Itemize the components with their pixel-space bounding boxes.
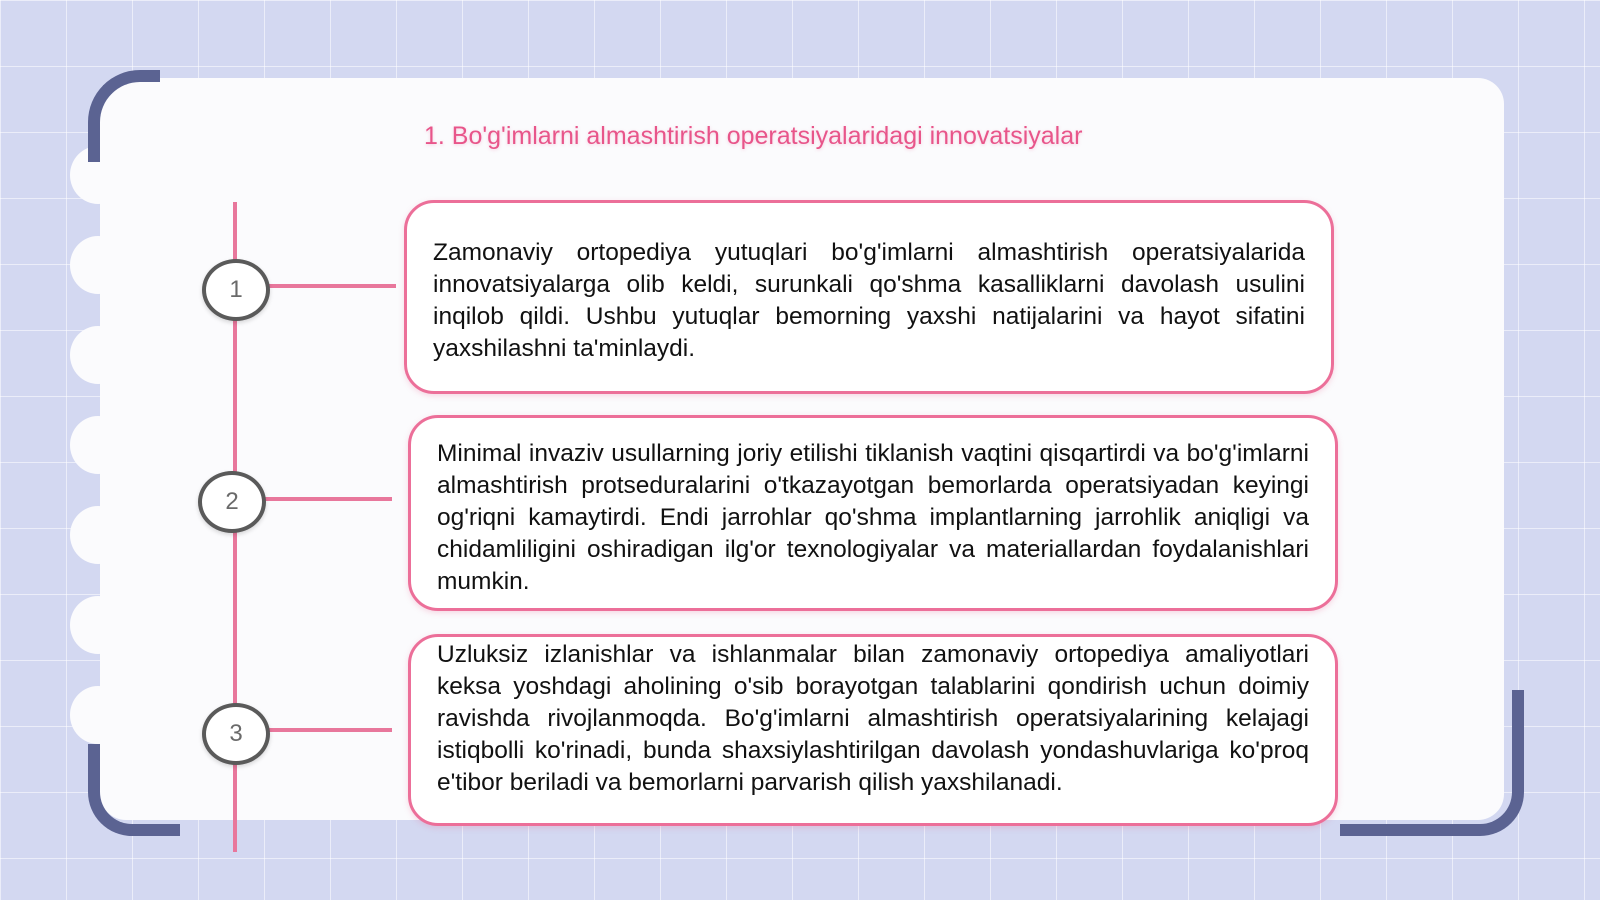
step-text: Minimal invaziv usullarning joriy etilishi tiklanish vaqtini qisqartirdi va bo'g'imlarni almashtirish protseduralarini o'tkazayotgan bemorlarda operatsiyadan keyingi og'riqni kamaytirdi. Endi jarrohlar qo'shma implantlarning jarrohlik aniqligi va chidamliligini oshiradigan ilg'or texnologiyalar va materiallardan foydalanishlari mumkin. xyxy=(437,440,1309,595)
step-text-box xyxy=(408,415,1338,611)
timeline-connector xyxy=(262,497,392,501)
step-number-badge: 2 xyxy=(198,471,266,533)
step-number-badge: 1 xyxy=(202,259,270,321)
step-number-badge: 3 xyxy=(202,703,270,765)
card-scallop xyxy=(70,506,126,564)
step-text-box xyxy=(404,200,1334,394)
card-scallop xyxy=(70,596,126,654)
slide-title: 1. Bo'g'imlarni almashtirish operatsiyalaridagi innovatsiyalar xyxy=(424,122,1083,150)
card-scallop xyxy=(70,416,126,474)
card-scallop xyxy=(70,686,126,744)
timeline-connector xyxy=(266,728,392,732)
card-scallop xyxy=(70,326,126,384)
timeline-connector xyxy=(266,284,396,288)
step-text-box xyxy=(408,634,1338,826)
step-text: Uzluksiz izlanishlar va ishlanmalar bilan zamonaviy ortopediya amaliyotlari keksa yoshdagi aholining o'sib borayotgan talablarini qondirish uchun doimiy ravishda rivojlanmoqda. Bo'g'imlarni almashtirish operatsiyalarining kelajagi istiqbolli ko'rinadi, bunda shaxsiylashtirilgan davolash yondashuvlariga ko'proq e'tibor beriladi va bemorlarni parvarish qilish yaxshilanadi. xyxy=(437,641,1309,796)
corner-bracket-bottom-right xyxy=(1340,690,1524,836)
corner-bracket-top-left xyxy=(88,70,160,162)
corner-bracket-bottom-left xyxy=(88,744,180,836)
step-text: Zamonaviy ortopediya yutuqlari bo'g'imlarni almashtirish operatsiyalarida innovatsiyalarga olib keldi, surunkali qo'shma kasalliklarni davolash usulini inqilob qildi. Ushbu yutuqlar bemorning yaxshi natijalarini va hayot sifatini yaxshilashni ta'minlaydi. xyxy=(433,239,1305,362)
card-scallop xyxy=(70,236,126,294)
